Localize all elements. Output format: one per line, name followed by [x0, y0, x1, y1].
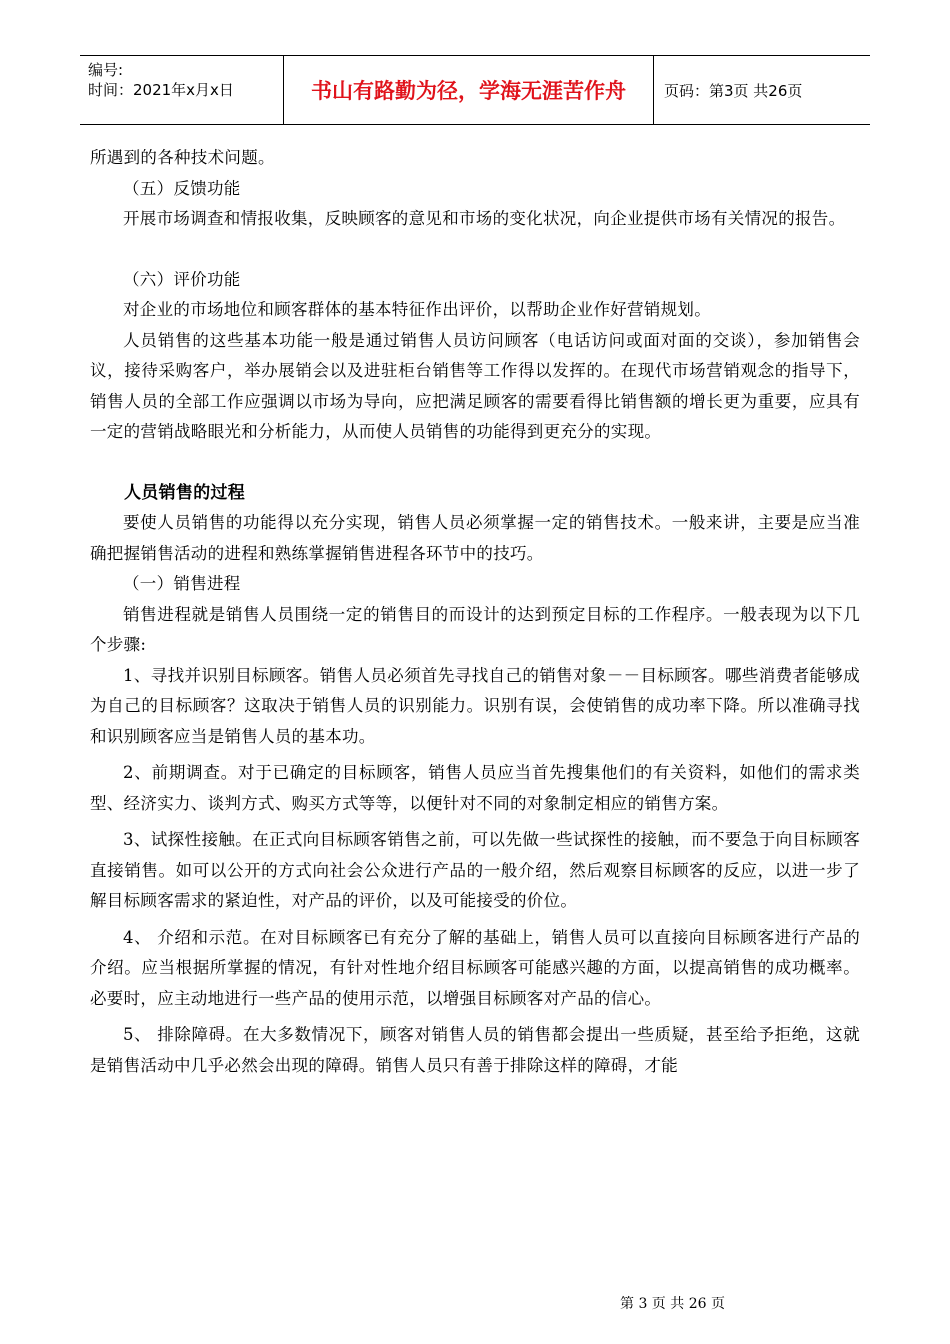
paragraph: 人员销售的这些基本功能一般是通过销售人员访问顾客（电话访问或面对面的交谈），参加销售会议，接待采购客户，举办展销会以及进驻柜台销售等工作得以发挥的。在现代市场营销观念的指导下，销售人员的全部工作应强调以市场为导向，应把满足顾客的需要看得比销售额的增长更为重要，应具有一定的营销战略眼光和分析能力，从而使人员销售的功能得到更充分的实现。: [90, 330, 860, 441]
list-item: 5、 排除障碍。在大多数情况下，顾客对销售人员的销售都会提出一些质疑，甚至给予拒绝，这就是销售活动中几乎必然会出现的障碍。销售人员只有善于排除这样的障碍，才能: [90, 1025, 860, 1075]
header-meta: [88, 60, 278, 100]
list-item: 2、前期调查。对于已确定的目标顾客，销售人员应当首先搜集他们的有关资料，如他们的需求类型、经济实力、谈判方式、购买方式等等，以便针对不同的对象制定相应的销售方案。: [90, 763, 860, 813]
paragraph: 开展市场调查和情报收集，反映顾客的意见和市场的变化状况，向企业提供市场有关情况的报告。: [123, 209, 846, 228]
list-item: 1、寻找并识别目标顾客。销售人员必须首先寻找自己的销售对象－－目标顾客。哪些消费者能够成为自己的目标顾客？这取决于销售人员的识别能力。识别有误，会使销售的成功率下降。所以准确寻找和识别顾客应当是销售人员的基本功。: [90, 665, 860, 746]
paragraph: 所遇到的各种技术问题。: [90, 148, 275, 167]
page-footer: 第 3 页 共 26 页: [620, 1296, 725, 1312]
list-item: 4、 介绍和示范。在对目标顾客已有充分了解的基础上，销售人员可以直接向目标顾客进行产品的介绍。应当根据所掌握的情况，有针对性地介绍目标顾客可能感兴趣的方面，以提高销售的成功概率。必要时，应主动地进行一些产品的使用示范，以增强目标顾客对产品的信心。: [90, 927, 860, 1008]
document-body: [90, 143, 860, 1081]
header-number-label: 编号:: [88, 61, 124, 79]
paragraph: 对企业的市场地位和顾客群体的基本特征作出评价，以帮助企业作好营销规划。: [123, 300, 711, 319]
paragraph: 销售进程就是销售人员围绕一定的销售目的而设计的达到预定目标的工作程序。一般表现为以下几个步骤:: [90, 604, 860, 654]
section-heading: 人员销售的过程: [124, 482, 246, 503]
header-page-number: 页码：第3页 共26页: [664, 82, 803, 100]
subsection-title: （一）销售进程: [123, 574, 241, 593]
subsection-title: （五）反馈功能: [123, 178, 241, 198]
header-time-label: 时间：2021年x月x日: [88, 81, 234, 99]
header-divider: [653, 56, 654, 124]
header-motto: 书山有路勤为径，学海无涯苦作舟: [311, 79, 626, 103]
subsection-title: （六）评价功能: [123, 269, 241, 289]
paragraph: 要使人员销售的功能得以充分实现，销售人员必须掌握一定的销售技术。一般来讲，主要是应当准确把握销售活动的进程和熟练掌握销售进程各环节中的技巧。: [90, 513, 860, 563]
list-item: 3、试探性接触。在正式向目标顾客销售之前，可以先做一些试探性的接触，而不要急于向目标顾客直接销售。如可以公开的方式向社会公众进行产品的一般介绍，然后观察目标顾客的反应，以进一步了解目标顾客需求的紧迫性，对产品的评价，以及可能接受的价位。: [90, 830, 860, 910]
page-header: [80, 55, 870, 125]
